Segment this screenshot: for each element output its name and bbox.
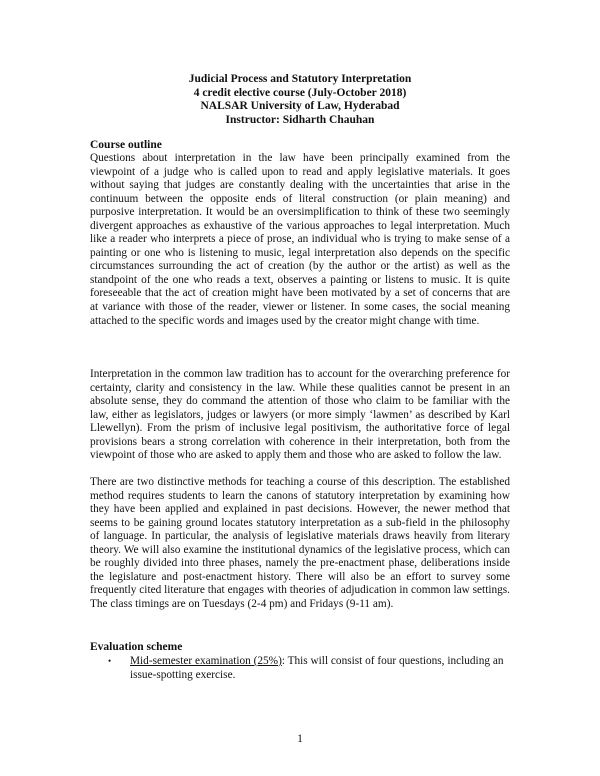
course-type: 4 credit elective course (July-October 2018) — [193, 86, 407, 99]
bullet-icon: • — [108, 656, 112, 666]
evaluation-item-label: Mid-semester examination (25%) — [130, 655, 282, 667]
university-name: NALSAR University of Law, Hyderabad — [200, 100, 400, 113]
evaluation-item-text — [130, 655, 510, 682]
evaluation-item-description: : This will consist of four questions, including an issue-spotting exercise. — [130, 655, 504, 681]
outline-paragraph-1: Questions about interpretation in the law have been principally examined from the viewpoint of a judge who is called upon to read and apply legislative materials. It goes without saying that judges are constantly dealing with the uncertainties that arise in the continuum between the opposite ends of literal construction (or plain meaning) and purposive interpretation. It would be an oversimplification to think of these two seemingly divergent approaches as exhaustive of the various approaches to legal interpretation. Much like a reader who interprets a piece of prose, an individual who is trying to make sense of a painting or one who is listening to music, legal interpretation also depends on the specific circumstances surrounding the act of creation (by the author or the artist) as well as the standpoint of the one who reads a text, observes a painting or listens to music. It is quite foreseeable that the act of creation might have been motivated by a set of concerns that are at variance with those of the reader, viewer or listener. In some cases, the social meaning attached to the specific words and images used by the creator might change with time. — [90, 152, 510, 327]
evaluation-item — [108, 655, 510, 682]
document-header — [90, 73, 510, 127]
page-number: 1 — [297, 733, 303, 745]
evaluation-scheme-heading: Evaluation scheme — [90, 641, 183, 653]
outline-paragraph-3: There are two distinctive methods for teaching a course of this description. The established method requires students to learn the canons of statutory interpretation by examining how they have been applied and explained in past decisions. However, the newer method that seems to be gaining ground locates statutory interpretation as a sub-field in the philosophy of language. In particular, the analysis of legislative materials draws heavily from literary theory. We will also examine the institutional dynamics of the legislative process, which can be roughly divided into three phases, namely the pre-enactment phase, deliberations inside the legislature and post-enactment history. There will also be an effort to survey some frequently cited literature that engages with theories of adjudication in common law settings. The class timings are on Tuesdays (2-4 pm) and Fridays (9-11 am). — [90, 476, 510, 610]
course-title: Judicial Process and Statutory Interpretation — [188, 73, 412, 85]
course-outline-heading: Course outline — [90, 139, 162, 151]
outline-paragraph-2: Interpretation in the common law tradition has to account for the overarching preference for certainty, clarity and consistency in the law. While these qualities cannot be present in an absolute sense, they do command the attention of those who claim to be familiar with the law, either as legislators, judges or lawyers (or more simply ‘lawmen’ as described by Karl Llewellyn). From the prism of inclusive legal positivism, the authoritative force of legal provisions bears a strong correlation with coherence in their interpretation, both from the viewpoint of those who are asked to apply them and those who are asked to follow the law. — [90, 368, 510, 462]
instructor-name: Instructor: Sidharth Chauhan — [225, 113, 375, 126]
